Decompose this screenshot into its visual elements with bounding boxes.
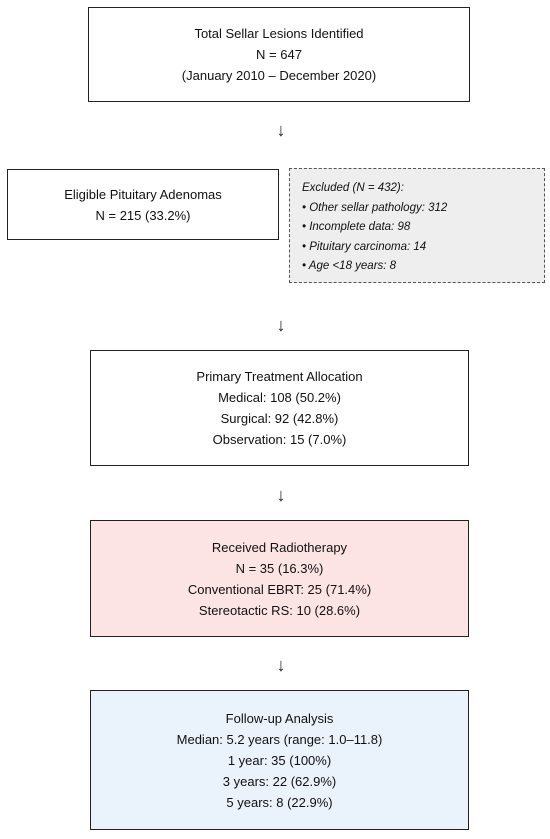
radiotherapy-line: N = 35 (16.3%)	[235, 560, 324, 576]
down-arrow-3: ↓	[276, 485, 286, 505]
excluded-header: Excluded (N = 432):	[302, 182, 404, 194]
down-arrow-4: ↓	[276, 655, 286, 675]
followup-title: Follow-up Analysis	[225, 710, 334, 726]
excluded-box	[289, 168, 545, 283]
down-arrow-2: ↓	[276, 315, 286, 335]
identified-period: (January 2010 – December 2020)	[181, 68, 377, 83]
excluded-item: • Other sellar pathology: 312	[302, 201, 448, 214]
excluded-item: • Age <18 years: 8	[302, 260, 397, 272]
treatment-box	[90, 350, 469, 466]
followup-line: 3 years: 22 (62.9%)	[222, 773, 337, 789]
treatment-line: Medical: 108 (50.2%)	[218, 390, 341, 405]
identified-box	[88, 7, 470, 102]
down-arrow-1: ↓	[276, 120, 286, 140]
radiotherapy-box	[90, 520, 469, 637]
radiotherapy-line: Conventional EBRT: 25 (71.4%)	[187, 581, 372, 597]
eligible-title: Eligible Pituitary Adenomas	[64, 186, 222, 202]
eligible-count: N = 215 (33.2%)	[95, 207, 191, 223]
treatment-line: Observation: 15 (7.0%)	[212, 432, 347, 447]
followup-line: 1 year: 35 (100%)	[227, 752, 332, 768]
identified-title: Total Sellar Lesions Identified	[194, 26, 364, 41]
treatment-title: Primary Treatment Allocation	[196, 369, 363, 384]
excluded-item: • Incomplete data: 98	[302, 221, 411, 233]
radiotherapy-line: Stereotactic RS: 10 (28.6%)	[198, 602, 361, 618]
radiotherapy-title: Received Radiotherapy	[211, 539, 348, 555]
followup-line: Median: 5.2 years (range: 1.0–11.8)	[176, 731, 383, 747]
identified-count: N = 647	[256, 47, 302, 62]
followup-box	[90, 690, 469, 830]
followup-line: 5 years: 8 (22.9%)	[226, 794, 333, 810]
treatment-line: Surgical: 92 (42.8%)	[220, 411, 339, 426]
excluded-item: • Pituitary carcinoma: 14	[302, 240, 427, 253]
eligible-box	[7, 169, 279, 240]
